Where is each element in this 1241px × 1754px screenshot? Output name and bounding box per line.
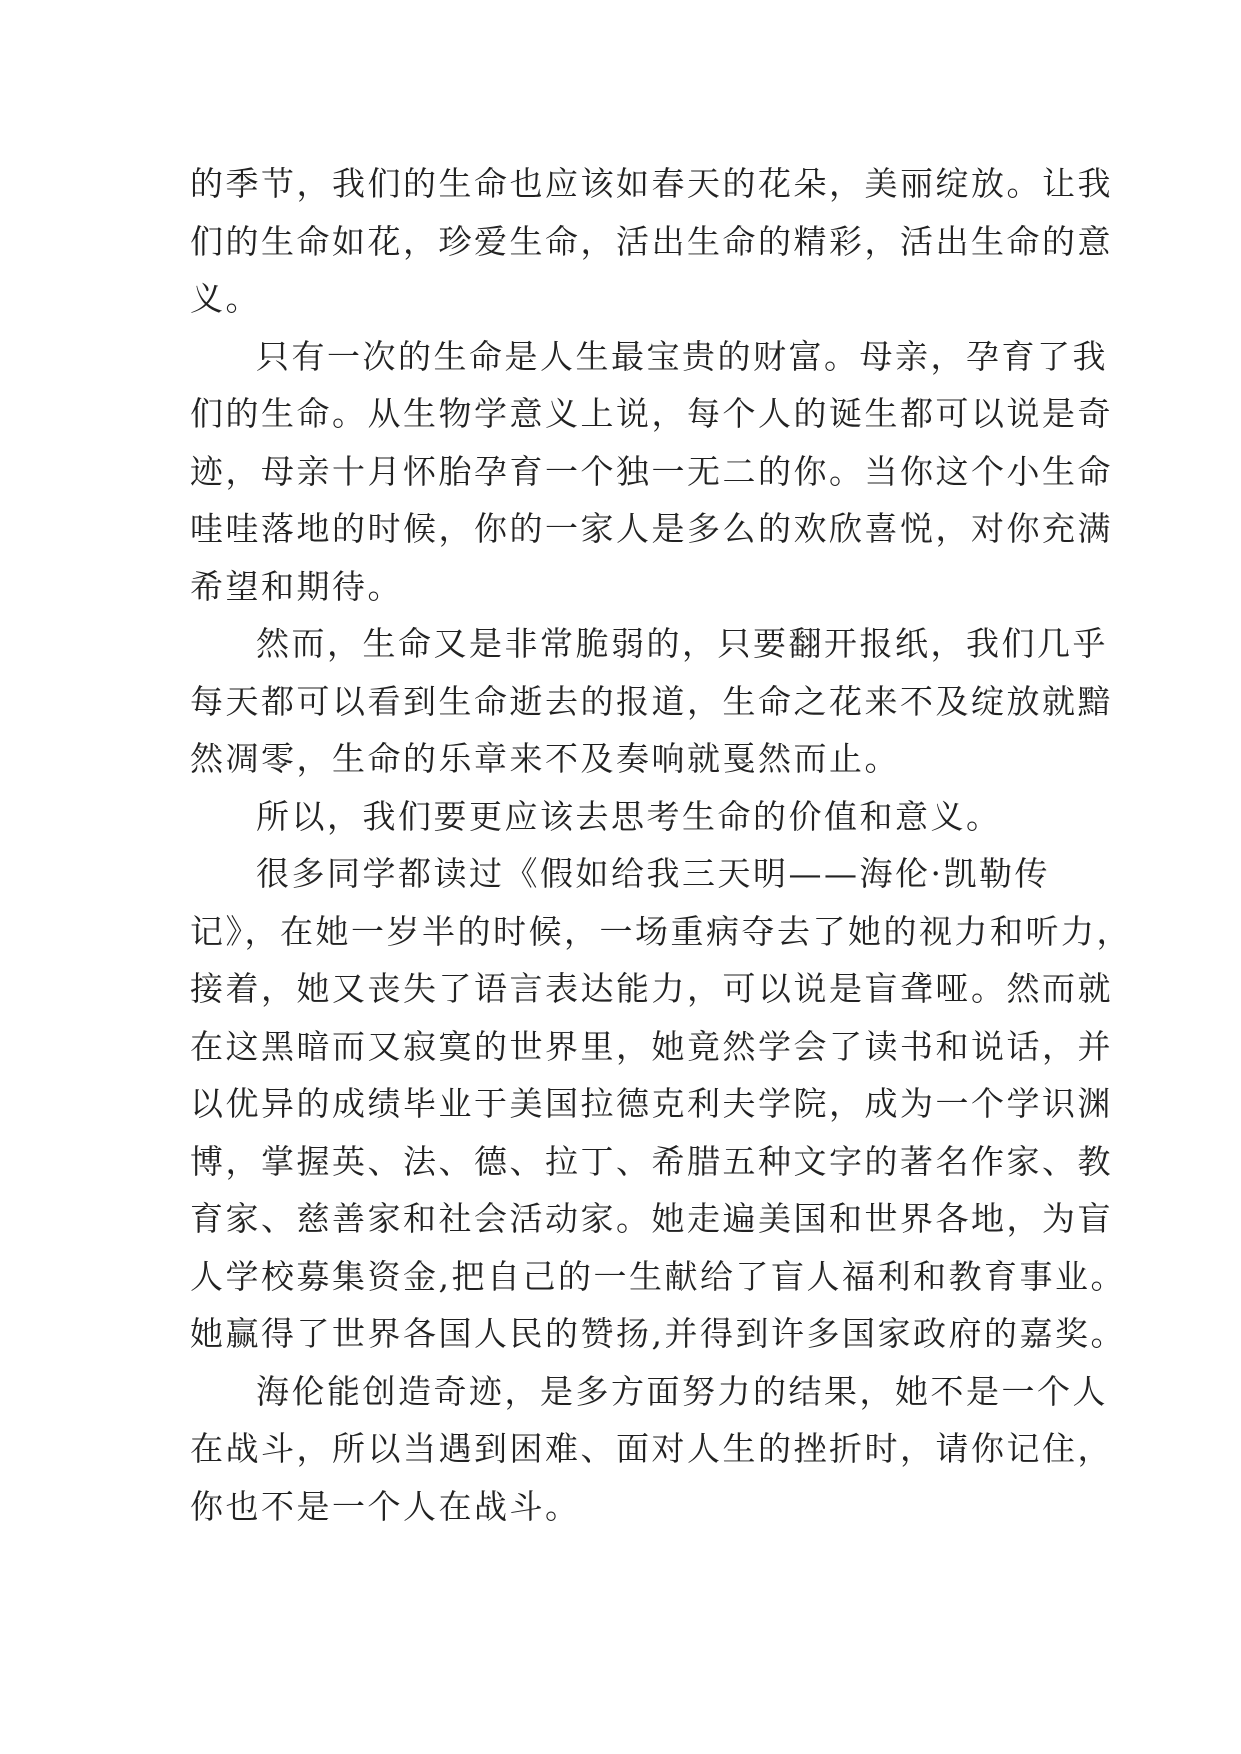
text-line: 们的生命如花，珍爱生命，活出生命的精彩，活出生命的意 [190,221,1113,261]
paragraph-first-line: 海伦能创造奇迹，是多方面努力的结果，她不是一个人 [256,1371,1108,1411]
paragraph-first-line: 然而，生命又是非常脆弱的，只要翻开报纸，我们几乎 [256,624,1108,663]
text-line: 哇哇落地的时候，你的一家人是多么的欢欣喜悦，对你充满 [190,509,1113,548]
text-line: 们的生命。从生物学意义上说，每个人的诞生都可以说是奇 [190,394,1113,433]
text-line: 育家、慈善家和社会活动家。她走遍美国和世界各地，为盲 [190,1199,1113,1238]
text-line: 她赢得了世界各国人民的赞扬,并得到许多国家政府的嘉奖。 [190,1314,1126,1353]
text-line: 的季节，我们的生命也应该如春天的花朵，美丽绽放。让我 [190,164,1113,203]
text-line: 然凋零，生命的乐章来不及奏响就戛然而止。 [190,739,900,778]
text-line: 在战斗，所以当遇到困难、面对人生的挫折时，请你记住， [190,1429,1113,1468]
body-text [190,155,1132,1535]
text-line: 博，掌握英、法、德、拉丁、希腊五种文字的著名作家、教 [190,1141,1113,1181]
text-line: 记》，在她一岁半的时候，一场重病夺去了她的视力和听力， [190,911,1132,951]
paragraph-first-line: 所以，我们要更应该去思考生命的价值和意义。 [256,796,1002,836]
paragraph-first-line: 只有一次的生命是人生最宝贵的财富。母亲，孕育了我 [256,336,1108,376]
paragraph-first-line: 很多同学都读过《假如给我三天明——海伦·凯勒传 [256,854,1050,893]
text-line: 你也不是一个人在战斗。 [190,1486,581,1526]
text-line: 以优异的成绩毕业于美国拉德克利夫学院，成为一个学识渊 [190,1084,1113,1123]
text-line: 接着，她又丧失了语言表达能力，可以说是盲聋哑。然而就 [190,969,1113,1008]
text-line: 每天都可以看到生命逝去的报道，生命之花来不及绽放就黯 [190,681,1113,721]
text-line: 迹，母亲十月怀胎孕育一个独一无二的你。当你这个小生命 [190,451,1113,491]
text-line: 希望和期待。 [190,566,403,606]
text-line: 义。 [190,279,261,318]
text-line: 在这黑暗而又寂寞的世界里，她竟然学会了读书和说话，并 [190,1026,1113,1066]
text-line: 人学校募集资金,把自己的一生献给了盲人福利和教育事业。 [190,1256,1126,1296]
